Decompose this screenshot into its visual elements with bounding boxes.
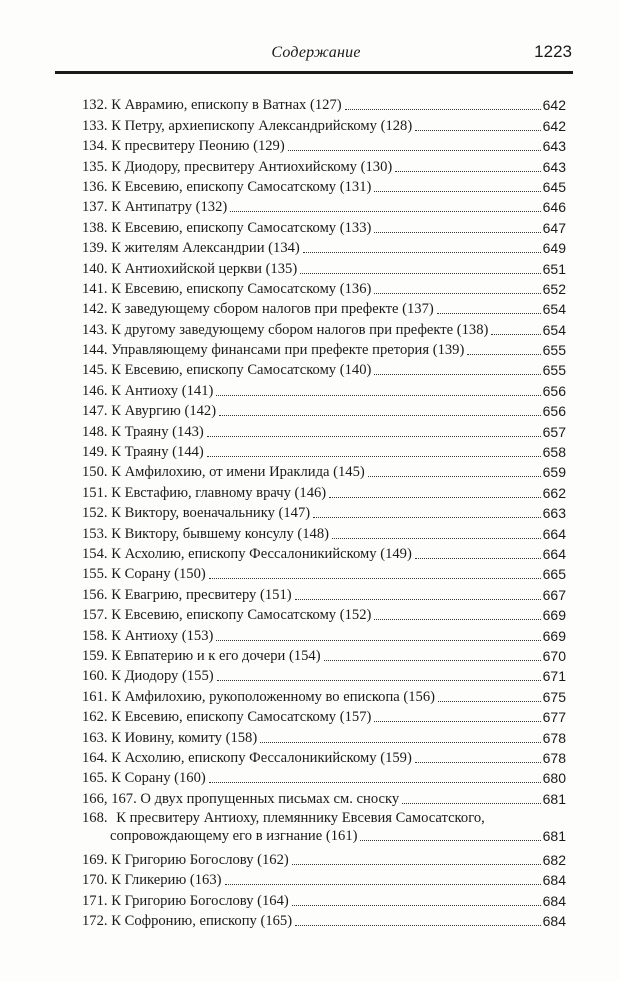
entry-title: К Евстафию, главному врачу (146) xyxy=(111,484,327,501)
entry-number: 143. xyxy=(82,321,108,338)
entry-page: 684 xyxy=(542,872,566,889)
entry-page: 681 xyxy=(542,828,566,845)
entry-title: К Антиоху (153) xyxy=(111,627,214,644)
toc-entry xyxy=(82,441,566,461)
entry-page: 655 xyxy=(542,362,566,379)
entry-title: К Траяну (144) xyxy=(111,444,204,461)
entry-page: 647 xyxy=(542,219,566,236)
dot-leader xyxy=(374,619,540,620)
entry-page: 657 xyxy=(542,423,566,440)
entry-number: 138. xyxy=(82,219,108,236)
dot-leader xyxy=(374,374,540,375)
entry-number: 132. xyxy=(82,97,108,114)
entry-page: 642 xyxy=(542,97,566,114)
entry-number: 149. xyxy=(82,444,108,461)
entry-title: К Сорану (150) xyxy=(111,566,206,583)
entry-page: 652 xyxy=(542,280,566,297)
toc-entry xyxy=(82,135,566,155)
dot-leader xyxy=(295,599,541,600)
entry-page: 646 xyxy=(542,199,566,216)
entry-title: К Гликерию (163) xyxy=(111,872,222,889)
entry-number: 162. xyxy=(82,709,108,726)
page-title: Содержание xyxy=(271,44,361,61)
toc-entry xyxy=(82,787,566,807)
toc-entry xyxy=(82,359,566,379)
entry-page: 684 xyxy=(542,892,566,909)
toc-entry xyxy=(82,461,566,481)
dot-leader xyxy=(402,803,540,804)
toc-entry xyxy=(82,339,566,359)
dot-leader xyxy=(209,578,541,579)
dot-leader xyxy=(374,721,540,722)
entry-title: К Антиохийской церкви (135) xyxy=(111,260,298,277)
toc-entry xyxy=(82,420,566,440)
entry-number: 168. xyxy=(82,809,108,826)
toc-entry xyxy=(82,481,566,501)
toc-entry xyxy=(82,502,566,522)
toc-entry xyxy=(82,257,566,277)
dot-leader xyxy=(207,436,541,437)
entry-number: 137. xyxy=(82,199,108,216)
entry-page: 675 xyxy=(542,688,566,705)
entry-number: 133. xyxy=(82,117,108,134)
entry-number: 163. xyxy=(82,729,108,746)
dot-leader xyxy=(217,680,541,681)
dot-leader xyxy=(415,762,541,763)
entry-page: 681 xyxy=(542,790,566,807)
entry-title: К Евпатерию и к его дочери (154) xyxy=(111,647,321,664)
entry-page: 680 xyxy=(542,770,566,787)
entry-page: 669 xyxy=(542,607,566,624)
dot-leader xyxy=(292,905,541,906)
entry-page: 663 xyxy=(542,505,566,522)
entry-number: 165. xyxy=(82,770,108,787)
entry-title: К Аврамию, епископу в Ватнах (127) xyxy=(111,97,342,114)
entry-title: К Евсевию, епископу Самосатскому (152) xyxy=(111,607,372,624)
toc-entry-168 xyxy=(82,808,566,849)
entry-number: 169. xyxy=(82,851,108,868)
toc-entry xyxy=(82,706,566,726)
entry-page: 656 xyxy=(542,403,566,420)
entry-title: К Евсевию, епископу Самосатскому (140) xyxy=(111,362,372,379)
entry-page: 645 xyxy=(542,178,566,195)
running-head xyxy=(60,40,572,66)
entry-number: 140. xyxy=(82,260,108,277)
dot-leader xyxy=(395,171,540,172)
toc-entry xyxy=(82,747,566,767)
toc-entry xyxy=(82,216,566,236)
toc-entry xyxy=(82,889,566,909)
entry-number: 159. xyxy=(82,647,108,664)
dot-leader xyxy=(415,558,541,559)
dot-leader xyxy=(329,497,540,498)
entry-page: 677 xyxy=(542,709,566,726)
entry-page: 664 xyxy=(542,545,566,562)
entry-page: 667 xyxy=(542,586,566,603)
toc-entry xyxy=(82,645,566,665)
entry-number: 134. xyxy=(82,138,108,155)
toc-entry xyxy=(82,726,566,746)
entry-number: 147. xyxy=(82,403,108,420)
entry-title: К Антипатру (132) xyxy=(111,199,228,216)
entry-number: 145. xyxy=(82,362,108,379)
entry-title: К Антиоху (141) xyxy=(111,382,214,399)
dot-leader xyxy=(219,415,541,416)
entry-title: К жителям Александрии (134) xyxy=(111,240,300,257)
toc-entry xyxy=(82,522,566,542)
dot-leader xyxy=(207,456,541,457)
header-rule xyxy=(55,71,573,74)
entry-page: 655 xyxy=(542,342,566,359)
entry-title: О двух пропущенных письмах см. сноску xyxy=(140,790,400,807)
entry-page: 659 xyxy=(542,464,566,481)
table-of-contents xyxy=(82,94,566,930)
entry-title: К другому заведующему сбором налогов при префекте (138) xyxy=(111,321,489,338)
entry-number: 148. xyxy=(82,423,108,440)
entry-title: К заведующему сбором налогов при префекте (137) xyxy=(111,301,434,318)
entry-page: 642 xyxy=(542,117,566,134)
toc-entry xyxy=(82,176,566,196)
toc-entry xyxy=(82,400,566,420)
dot-leader xyxy=(230,211,540,212)
entry-number: 158. xyxy=(82,627,108,644)
entry-title: К Асхолию, епископу Фессалоникийскому (149) xyxy=(111,545,412,562)
toc-entry xyxy=(82,604,566,624)
entry-title: К Евсевию, епископу Самосатскому (133) xyxy=(111,219,372,236)
entry-title: К Евсевию, епископу Самосатскому (136) xyxy=(111,280,372,297)
dot-leader xyxy=(345,109,541,110)
dot-leader xyxy=(368,476,541,477)
entry-title: Управляющему финансами при префекте претория (139) xyxy=(111,342,465,359)
entry-number: 155. xyxy=(82,566,108,583)
entry-title: К Амфилохию, от имени Ираклида (145) xyxy=(111,464,365,481)
entry-title: К Евагрию, пресвитеру (151) xyxy=(111,586,292,603)
entry-page: 649 xyxy=(542,240,566,257)
dot-leader xyxy=(295,925,541,926)
entry-title: К Софронию, епископу (165) xyxy=(111,913,293,930)
entry-title: К Авургию (142) xyxy=(111,403,217,420)
toc-entry xyxy=(82,665,566,685)
entry-number: 157. xyxy=(82,607,108,624)
toc-entry xyxy=(82,583,566,603)
entry-number: 139. xyxy=(82,240,108,257)
toc-entry xyxy=(82,278,566,298)
dot-leader xyxy=(374,293,540,294)
entry-title-line2: сопровождающему его в изгнание (161) xyxy=(110,828,358,845)
entry-title: К Виктору, бывшему консулу (148) xyxy=(111,525,329,542)
dot-leader xyxy=(209,782,541,783)
entry-number: 160. xyxy=(82,668,108,685)
entry-page: 662 xyxy=(542,484,566,501)
page-number: 1223 xyxy=(534,42,572,61)
entry-page: 671 xyxy=(542,668,566,685)
entry-page: 643 xyxy=(542,158,566,175)
entry-number: 144. xyxy=(82,342,108,359)
entry-number: 156. xyxy=(82,586,108,603)
toc-entry xyxy=(82,543,566,563)
dot-leader xyxy=(216,395,540,396)
toc-entry xyxy=(82,379,566,399)
dot-leader xyxy=(313,517,541,518)
toc-entry xyxy=(82,114,566,134)
entry-title: К пресвитеру Пеонию (129) xyxy=(111,138,285,155)
entry-title: К Сорану (160) xyxy=(111,770,206,787)
entry-title-line1: К пресвитеру Антиоху, племяннику Евсевия Самосатского, xyxy=(116,809,485,826)
entry-number: 146. xyxy=(82,382,108,399)
entry-title: К Евсевию, епископу Самосатскому (157) xyxy=(111,709,372,726)
entry-number: 135. xyxy=(82,158,108,175)
entry-title: К Виктору, военачальнику (147) xyxy=(111,505,311,522)
toc-entry xyxy=(82,767,566,787)
toc-entry xyxy=(82,685,566,705)
toc-entry xyxy=(82,298,566,318)
entry-page: 643 xyxy=(542,138,566,155)
toc-entry xyxy=(82,196,566,216)
entry-page: 670 xyxy=(542,647,566,664)
dot-leader xyxy=(438,701,541,702)
entry-number: 164. xyxy=(82,749,108,766)
entry-page: 684 xyxy=(542,913,566,930)
dot-leader xyxy=(491,334,540,335)
entry-number: 141. xyxy=(82,280,108,297)
entry-page: 656 xyxy=(542,382,566,399)
dot-leader xyxy=(360,840,540,841)
toc-entry xyxy=(82,910,566,930)
entry-page: 658 xyxy=(542,444,566,461)
toc-entry xyxy=(82,869,566,889)
toc-entry xyxy=(82,624,566,644)
entry-title: К Диодору, пресвитеру Антиохийскому (130) xyxy=(111,158,393,175)
dot-leader xyxy=(332,538,541,539)
entry-number: 172. xyxy=(82,913,108,930)
entry-number: 152. xyxy=(82,505,108,522)
entry-page: 682 xyxy=(542,851,566,868)
entry-page: 678 xyxy=(542,729,566,746)
entry-page: 654 xyxy=(542,301,566,318)
dot-leader xyxy=(437,313,541,314)
toc-entry xyxy=(82,237,566,257)
toc-entry xyxy=(82,318,566,338)
entry-page: 669 xyxy=(542,627,566,644)
entry-page: 665 xyxy=(542,566,566,583)
dot-leader xyxy=(374,232,540,233)
entry-page: 664 xyxy=(542,525,566,542)
entry-title: К Иовину, комиту (158) xyxy=(111,729,258,746)
entry-title: К Евсевию, епископу Самосатскому (131) xyxy=(111,178,372,195)
dot-leader xyxy=(225,884,541,885)
entry-number: 170. xyxy=(82,872,108,889)
dot-leader xyxy=(303,252,541,253)
entry-number: 142. xyxy=(82,301,108,318)
entry-number: 161. xyxy=(82,688,108,705)
toc-entry xyxy=(82,94,566,114)
toc-entry xyxy=(82,155,566,175)
entry-title: К Диодору (155) xyxy=(111,668,214,685)
dot-leader xyxy=(260,742,540,743)
dot-leader xyxy=(300,273,540,274)
dot-leader xyxy=(292,864,541,865)
dot-leader xyxy=(324,660,541,661)
entry-number: 166, 167. xyxy=(82,790,137,807)
entry-number: 153. xyxy=(82,525,108,542)
dot-leader xyxy=(216,640,540,641)
entry-number: 151. xyxy=(82,484,108,501)
dot-leader xyxy=(288,150,541,151)
entry-title: К Траяну (143) xyxy=(111,423,204,440)
entry-page: 651 xyxy=(542,260,566,277)
entry-page: 678 xyxy=(542,749,566,766)
entry-number: 136. xyxy=(82,178,108,195)
entry-title: К Амфилохию, рукоположенному во епископа (156) xyxy=(111,688,436,705)
dot-leader xyxy=(415,130,540,131)
toc-entry xyxy=(82,563,566,583)
dot-leader xyxy=(467,354,540,355)
dot-leader xyxy=(374,191,540,192)
entry-number: 154. xyxy=(82,545,108,562)
entry-title: К Асхолию, епископу Фессалоникийскому (159) xyxy=(111,749,412,766)
entry-number: 171. xyxy=(82,892,108,909)
entry-title: К Григорию Богослову (162) xyxy=(111,851,289,868)
entry-page: 654 xyxy=(542,321,566,338)
entry-number: 150. xyxy=(82,464,108,481)
toc-entry xyxy=(82,848,566,868)
entry-title: К Григорию Богослову (164) xyxy=(111,892,289,909)
entry-title: К Петру, архиепископу Александрийскому (128) xyxy=(111,117,413,134)
